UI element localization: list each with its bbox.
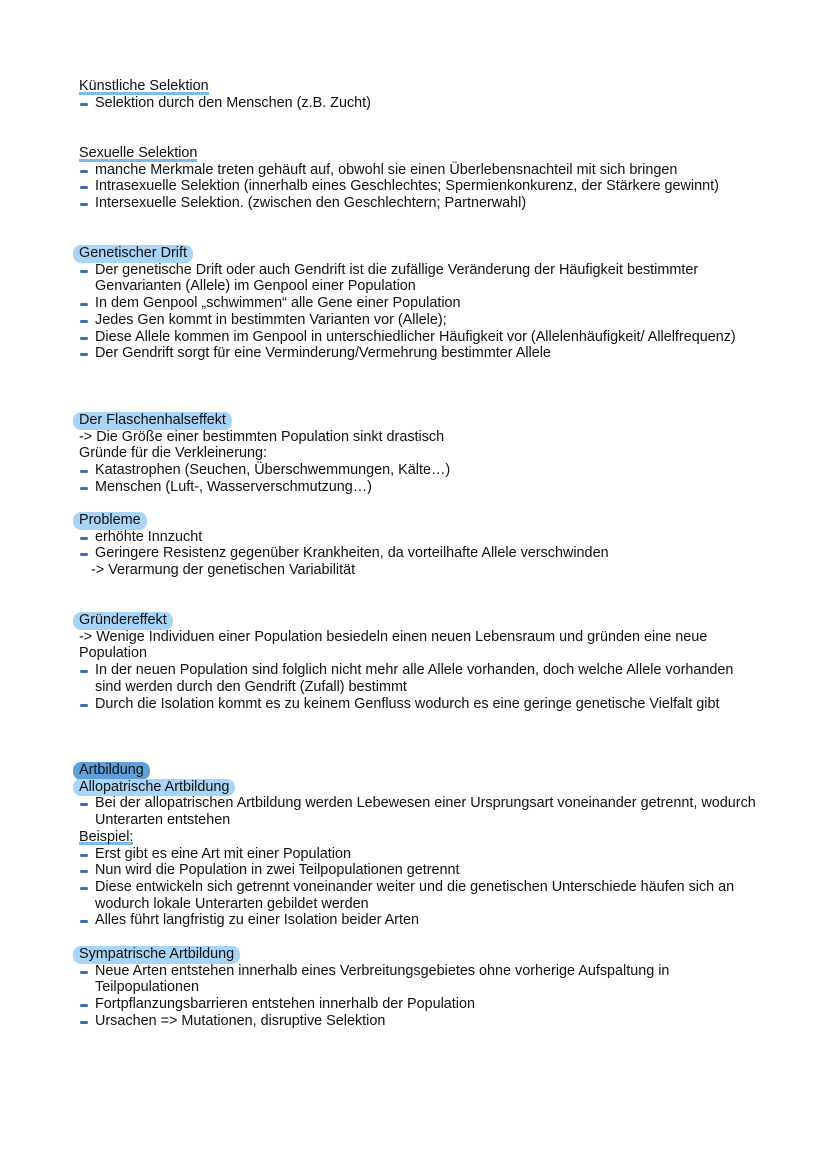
bullet-item: Diese Allele kommen im Genpool in unterschiedlicher Häufigkeit vor (Allelenhäufigkeit/ Allelfrequenz) (79, 329, 759, 346)
section-kuenstliche-selektion (79, 78, 759, 111)
bullet-item: Nun wird die Population in zwei Teilpopulationen getrennt (79, 862, 759, 879)
section-genetischer-drift (79, 245, 759, 362)
bullet-item: Neue Arten entstehen innerhalb eines Verbreitungsgebietes ohne vorherige Aufspaltung in Teilpopulationen (79, 963, 759, 996)
bullet-item: Intersexuelle Selektion. (zwischen den Geschlechtern; Partnerwahl) (79, 195, 759, 212)
bullet-item: Ursachen => Mutationen, disruptive Selektion (79, 1013, 759, 1030)
bullet-item: manche Merkmale treten gehäuft auf, obwohl sie einen Überlebensnachteil mit sich bringen (79, 162, 759, 179)
section-heading: Künstliche Selektion (79, 78, 209, 94)
bullet-item: Bei der allopatrischen Artbildung werden Lebewesen einer Ursprungsart voneinander getrennt, wodurch Unterarten entstehen (79, 795, 759, 828)
section-flaschenhalseffekt (79, 412, 759, 496)
section-probleme (79, 512, 759, 579)
section-heading: Genetischer Drift (79, 245, 187, 261)
section-gruendereffekt (79, 612, 759, 712)
section-heading: Sexuelle Selektion (79, 145, 198, 161)
bullet-item: Selektion durch den Menschen (z.B. Zucht) (79, 95, 759, 112)
section-artbildung (79, 762, 759, 929)
arrow-line: -> Verarmung der genetischen Variabilität (91, 562, 356, 579)
bullet-item: Durch die Isolation kommt es zu keinem Genfluss wodurch es eine geringe genetische Vielfalt gibt (79, 696, 759, 713)
section-heading: Probleme (79, 512, 141, 528)
bullet-item: Diese entwickeln sich getrennt voneinander weiter und die genetischen Unterschiede häufen sich an wodurch lokale Unterarten gebildet werden (79, 879, 759, 912)
section-heading: Sympatrische Artbildung (79, 946, 235, 962)
text-line: Gründe für die Verkleinerung: (79, 445, 267, 462)
example-label: Beispiel: (79, 828, 134, 845)
bullet-item: Menschen (Luft-, Wasserverschmutzung…) (79, 479, 759, 496)
section-sympatrische-artbildung (79, 946, 759, 1030)
arrow-line: -> Wenige Individuen einer Population besiedeln einen neuen Lebensraum und gründen eine neue Population (79, 628, 708, 662)
section-sexuelle-selektion (79, 145, 759, 212)
bullet-item: Der genetische Drift oder auch Gendrift ist die zufällige Veränderung der Häufigkeit bestimmter Genvarianten (Allele) im Genpool einer Population (79, 262, 759, 295)
bullet-item: Der Gendrift sorgt für eine Verminderung/Vermehrung bestimmter Allele (79, 345, 759, 362)
subsection-heading: Allopatrische Artbildung (79, 778, 230, 795)
bullet-item: In der neuen Population sind folglich nicht mehr alle Allele vorhanden, doch welche Allele vorhanden sind werden durch den Gendrift (Zufall) bestimmt (79, 662, 759, 695)
section-heading: Gründereffekt (79, 612, 167, 628)
bullet-item: Katastrophen (Seuchen, Überschwemmungen, Kälte…) (79, 462, 759, 479)
section-heading: Artbildung (79, 762, 144, 778)
bullet-item: Intrasexuelle Selektion (innerhalb eines Geschlechtes; Spermienkonkurenz, der Stärkere gewinnt) (79, 178, 759, 195)
bullet-item: Geringere Resistenz gegenüber Krankheiten, da vorteilhafte Allele verschwinden (79, 545, 759, 562)
bullet-item: Fortpflanzungsbarrieren entstehen innerhalb der Population (79, 996, 759, 1013)
arrow-line: -> Die Größe einer bestimmten Population sinkt drastisch (79, 428, 445, 445)
bullet-item: In dem Genpool „schwimmen“ alle Gene einer Population (79, 295, 759, 312)
bullet-item: Alles führt langfristig zu einer Isolation beider Arten (79, 912, 759, 929)
bullet-item: erhöhte Innzucht (79, 529, 759, 546)
bullet-item: Jedes Gen kommt in bestimmten Varianten vor (Allele); (79, 312, 759, 329)
section-heading: Der Flaschenhalseffekt (79, 412, 226, 428)
bullet-item: Erst gibt es eine Art mit einer Population (79, 846, 759, 863)
